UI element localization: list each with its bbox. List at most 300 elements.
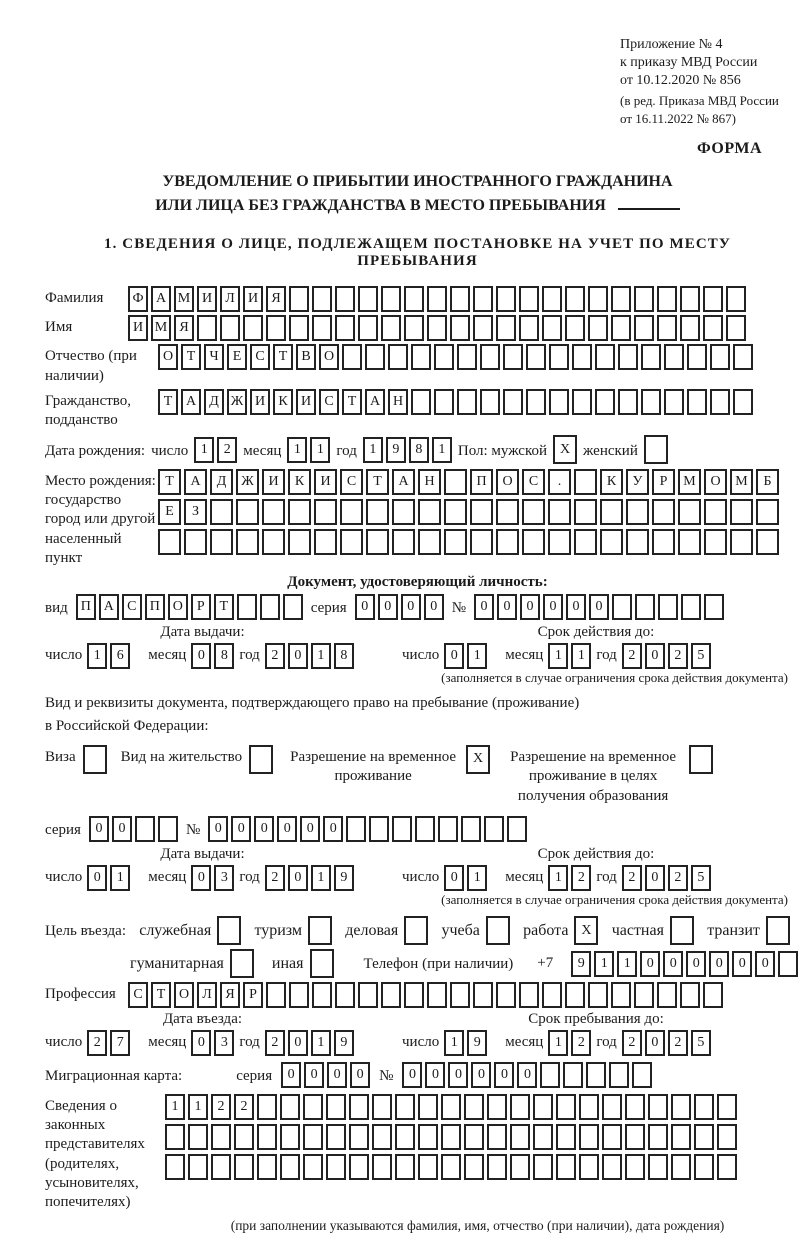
char-cell[interactable]	[717, 1094, 737, 1120]
char-cell[interactable]: 0	[494, 1062, 514, 1088]
char-cell[interactable]	[657, 982, 677, 1008]
char-cell[interactable]: 0	[645, 1030, 665, 1056]
char-cell[interactable]	[411, 344, 431, 370]
char-cell[interactable]	[717, 1124, 737, 1150]
identity-series-input[interactable]	[355, 594, 444, 620]
char-cell[interactable]: Ф	[128, 286, 148, 312]
char-cell[interactable]: Т	[214, 594, 234, 620]
char-cell[interactable]: 2	[622, 643, 642, 669]
char-cell[interactable]: 0	[281, 1062, 301, 1088]
char-cell[interactable]: М	[174, 286, 194, 312]
char-cell[interactable]	[586, 1062, 606, 1088]
char-cell[interactable]	[210, 499, 233, 525]
char-cell[interactable]: 1	[467, 865, 487, 891]
char-cell[interactable]: 2	[571, 865, 591, 891]
char-cell[interactable]	[480, 344, 500, 370]
phone-input[interactable]	[571, 951, 798, 977]
char-cell[interactable]	[496, 499, 519, 525]
char-cell[interactable]	[703, 982, 723, 1008]
char-cell[interactable]	[519, 315, 539, 341]
char-cell[interactable]	[730, 529, 753, 555]
char-cell[interactable]	[756, 529, 779, 555]
char-cell[interactable]	[756, 499, 779, 525]
residence-issue-month[interactable]	[191, 865, 234, 891]
char-cell[interactable]	[441, 1124, 461, 1150]
char-cell[interactable]	[565, 315, 585, 341]
char-cell[interactable]	[565, 982, 585, 1008]
char-cell[interactable]: Т	[342, 389, 362, 415]
char-cell[interactable]: Р	[652, 469, 675, 495]
char-cell[interactable]	[135, 816, 155, 842]
char-cell[interactable]: И	[243, 286, 263, 312]
identity-expiry-year[interactable]	[622, 643, 711, 669]
char-cell[interactable]: Е	[158, 499, 181, 525]
char-cell[interactable]	[710, 389, 730, 415]
char-cell[interactable]: 9	[571, 951, 591, 977]
char-cell[interactable]	[418, 1154, 438, 1180]
char-cell[interactable]: 5	[691, 865, 711, 891]
char-cell[interactable]	[484, 816, 504, 842]
char-cell[interactable]: 2	[668, 643, 688, 669]
char-cell[interactable]: 0	[350, 1062, 370, 1088]
char-cell[interactable]	[470, 529, 493, 555]
representatives-row3[interactable]	[165, 1154, 737, 1180]
char-cell[interactable]: 2	[622, 865, 642, 891]
char-cell[interactable]: 0	[300, 816, 320, 842]
char-cell[interactable]: 2	[265, 1030, 285, 1056]
char-cell[interactable]	[257, 1094, 277, 1120]
char-cell[interactable]	[381, 286, 401, 312]
char-cell[interactable]: 9	[334, 1030, 354, 1056]
residence-expiry-day[interactable]	[444, 865, 487, 891]
char-cell[interactable]: П	[145, 594, 165, 620]
char-cell[interactable]: 0	[686, 951, 706, 977]
char-cell[interactable]	[496, 529, 519, 555]
char-cell[interactable]	[280, 1154, 300, 1180]
gender-male-checkbox[interactable]	[553, 435, 577, 464]
char-cell[interactable]: 0	[191, 865, 211, 891]
char-cell[interactable]	[496, 286, 516, 312]
char-cell[interactable]	[548, 529, 571, 555]
char-cell[interactable]	[588, 982, 608, 1008]
char-cell[interactable]	[392, 529, 415, 555]
identity-issue-month[interactable]	[191, 643, 234, 669]
char-cell[interactable]	[234, 1154, 254, 1180]
char-cell[interactable]: 0	[755, 951, 775, 977]
char-cell[interactable]: X	[574, 916, 598, 945]
char-cell[interactable]: X	[466, 745, 490, 774]
char-cell[interactable]: 2	[668, 865, 688, 891]
char-cell[interactable]	[395, 1094, 415, 1120]
char-cell[interactable]	[388, 344, 408, 370]
char-cell[interactable]	[533, 1154, 553, 1180]
char-cell[interactable]	[349, 1154, 369, 1180]
char-cell[interactable]: И	[128, 315, 148, 341]
char-cell[interactable]: 1	[194, 437, 214, 463]
char-cell[interactable]: А	[181, 389, 201, 415]
char-cell[interactable]	[595, 344, 615, 370]
char-cell[interactable]	[404, 286, 424, 312]
migration-series-input[interactable]	[281, 1062, 370, 1088]
char-cell[interactable]: П	[470, 469, 493, 495]
char-cell[interactable]: 0	[112, 816, 132, 842]
char-cell[interactable]	[464, 1154, 484, 1180]
char-cell[interactable]	[289, 286, 309, 312]
char-cell[interactable]	[280, 1094, 300, 1120]
char-cell[interactable]	[641, 344, 661, 370]
char-cell[interactable]	[618, 389, 638, 415]
char-cell[interactable]	[83, 745, 107, 774]
purpose-tourism-checkbox[interactable]	[308, 916, 332, 945]
char-cell[interactable]	[704, 594, 724, 620]
char-cell[interactable]	[444, 469, 467, 495]
char-cell[interactable]	[563, 1062, 583, 1088]
char-cell[interactable]: 2	[87, 1030, 107, 1056]
char-cell[interactable]: 0	[288, 1030, 308, 1056]
char-cell[interactable]: 0	[304, 1062, 324, 1088]
char-cell[interactable]	[595, 389, 615, 415]
char-cell[interactable]	[237, 594, 257, 620]
char-cell[interactable]	[262, 529, 285, 555]
char-cell[interactable]: 1	[432, 437, 452, 463]
char-cell[interactable]	[457, 389, 477, 415]
char-cell[interactable]	[533, 1124, 553, 1150]
char-cell[interactable]	[257, 1124, 277, 1150]
char-cell[interactable]	[540, 1062, 560, 1088]
char-cell[interactable]	[312, 286, 332, 312]
char-cell[interactable]	[450, 982, 470, 1008]
char-cell[interactable]	[372, 1094, 392, 1120]
char-cell[interactable]	[648, 1094, 668, 1120]
char-cell[interactable]: 0	[732, 951, 752, 977]
char-cell[interactable]	[418, 1124, 438, 1150]
char-cell[interactable]	[165, 1154, 185, 1180]
birth-place-row2[interactable]	[158, 499, 779, 525]
char-cell[interactable]	[652, 499, 675, 525]
char-cell[interactable]	[217, 916, 241, 945]
char-cell[interactable]	[632, 1062, 652, 1088]
char-cell[interactable]	[680, 982, 700, 1008]
char-cell[interactable]: 1	[548, 1030, 568, 1056]
char-cell[interactable]	[778, 951, 798, 977]
char-cell[interactable]	[648, 1154, 668, 1180]
char-cell[interactable]	[574, 499, 597, 525]
char-cell[interactable]: 0	[191, 643, 211, 669]
char-cell[interactable]: С	[250, 344, 270, 370]
char-cell[interactable]: Ж	[236, 469, 259, 495]
char-cell[interactable]: 0	[208, 816, 228, 842]
char-cell[interactable]	[694, 1124, 714, 1150]
char-cell[interactable]: А	[151, 286, 171, 312]
char-cell[interactable]	[588, 315, 608, 341]
entry-day[interactable]	[87, 1030, 130, 1056]
char-cell[interactable]	[211, 1124, 231, 1150]
char-cell[interactable]	[314, 529, 337, 555]
char-cell[interactable]	[427, 315, 447, 341]
char-cell[interactable]: 1	[310, 437, 330, 463]
identity-expiry-month[interactable]	[548, 643, 591, 669]
option-visa-checkbox[interactable]	[83, 745, 107, 774]
char-cell[interactable]	[522, 529, 545, 555]
char-cell[interactable]	[326, 1124, 346, 1150]
char-cell[interactable]	[611, 982, 631, 1008]
entry-year[interactable]	[265, 1030, 354, 1056]
char-cell[interactable]: Р	[243, 982, 263, 1008]
char-cell[interactable]: Л	[220, 286, 240, 312]
char-cell[interactable]: 2	[217, 437, 237, 463]
char-cell[interactable]: О	[704, 469, 727, 495]
char-cell[interactable]	[602, 1094, 622, 1120]
char-cell[interactable]	[510, 1124, 530, 1150]
char-cell[interactable]	[487, 1094, 507, 1120]
char-cell[interactable]: 0	[589, 594, 609, 620]
char-cell[interactable]	[572, 344, 592, 370]
char-cell[interactable]: 3	[214, 865, 234, 891]
char-cell[interactable]	[358, 286, 378, 312]
char-cell[interactable]	[556, 1124, 576, 1150]
char-cell[interactable]	[565, 286, 585, 312]
option-temp-residence-education-checkbox[interactable]	[689, 745, 713, 774]
char-cell[interactable]: К	[273, 389, 293, 415]
char-cell[interactable]	[572, 389, 592, 415]
char-cell[interactable]: А	[184, 469, 207, 495]
citizenship-input[interactable]	[158, 389, 753, 415]
char-cell[interactable]	[464, 1124, 484, 1150]
char-cell[interactable]: 6	[110, 643, 130, 669]
char-cell[interactable]: 2	[571, 1030, 591, 1056]
char-cell[interactable]: О	[168, 594, 188, 620]
char-cell[interactable]	[197, 315, 217, 341]
char-cell[interactable]	[703, 286, 723, 312]
purpose-work-checkbox[interactable]	[574, 916, 598, 945]
char-cell[interactable]	[427, 982, 447, 1008]
char-cell[interactable]: И	[262, 469, 285, 495]
residence-series-input[interactable]	[89, 816, 178, 842]
char-cell[interactable]	[644, 435, 668, 464]
char-cell[interactable]: 1	[311, 865, 331, 891]
gender-female-checkbox[interactable]	[644, 435, 668, 464]
char-cell[interactable]: 0	[327, 1062, 347, 1088]
purpose-study-checkbox[interactable]	[486, 916, 510, 945]
char-cell[interactable]: 9	[334, 865, 354, 891]
char-cell[interactable]	[678, 529, 701, 555]
char-cell[interactable]	[487, 1154, 507, 1180]
char-cell[interactable]	[457, 344, 477, 370]
char-cell[interactable]	[289, 315, 309, 341]
char-cell[interactable]	[510, 1154, 530, 1180]
char-cell[interactable]	[680, 315, 700, 341]
char-cell[interactable]: 5	[691, 643, 711, 669]
char-cell[interactable]	[392, 499, 415, 525]
residence-expiry-year[interactable]	[622, 865, 711, 891]
char-cell[interactable]: А	[365, 389, 385, 415]
char-cell[interactable]	[612, 594, 632, 620]
char-cell[interactable]	[694, 1154, 714, 1180]
char-cell[interactable]: 2	[668, 1030, 688, 1056]
char-cell[interactable]: К	[288, 469, 311, 495]
char-cell[interactable]	[548, 499, 571, 525]
char-cell[interactable]	[519, 286, 539, 312]
char-cell[interactable]: З	[184, 499, 207, 525]
char-cell[interactable]	[681, 594, 701, 620]
char-cell[interactable]	[342, 344, 362, 370]
char-cell[interactable]: 0	[89, 816, 109, 842]
birth-place-row3[interactable]	[158, 529, 779, 555]
char-cell[interactable]: 1	[165, 1094, 185, 1120]
purpose-other-checkbox[interactable]	[310, 949, 334, 978]
entry-month[interactable]	[191, 1030, 234, 1056]
char-cell[interactable]	[648, 1124, 668, 1150]
char-cell[interactable]: 1	[548, 643, 568, 669]
stay-until-year[interactable]	[622, 1030, 711, 1056]
char-cell[interactable]	[657, 315, 677, 341]
char-cell[interactable]: 0	[401, 594, 421, 620]
char-cell[interactable]	[496, 982, 516, 1008]
char-cell[interactable]	[335, 286, 355, 312]
char-cell[interactable]	[611, 315, 631, 341]
char-cell[interactable]: 2	[211, 1094, 231, 1120]
char-cell[interactable]	[487, 1124, 507, 1150]
char-cell[interactable]: А	[99, 594, 119, 620]
char-cell[interactable]: Ч	[204, 344, 224, 370]
char-cell[interactable]: Т	[151, 982, 171, 1008]
char-cell[interactable]: 1	[363, 437, 383, 463]
char-cell[interactable]: 0	[424, 594, 444, 620]
char-cell[interactable]: 8	[334, 643, 354, 669]
char-cell[interactable]	[288, 529, 311, 555]
char-cell[interactable]: И	[250, 389, 270, 415]
char-cell[interactable]: О	[496, 469, 519, 495]
residence-number-input[interactable]	[208, 816, 527, 842]
char-cell[interactable]	[766, 916, 790, 945]
char-cell[interactable]	[704, 529, 727, 555]
char-cell[interactable]	[480, 389, 500, 415]
char-cell[interactable]: 8	[214, 643, 234, 669]
char-cell[interactable]	[473, 315, 493, 341]
char-cell[interactable]	[411, 389, 431, 415]
char-cell[interactable]: 0	[497, 594, 517, 620]
char-cell[interactable]	[503, 389, 523, 415]
char-cell[interactable]	[404, 315, 424, 341]
char-cell[interactable]: Ж	[227, 389, 247, 415]
char-cell[interactable]	[312, 982, 332, 1008]
char-cell[interactable]: 2	[265, 643, 285, 669]
char-cell[interactable]	[526, 389, 546, 415]
char-cell[interactable]: Е	[227, 344, 247, 370]
char-cell[interactable]	[260, 594, 280, 620]
char-cell[interactable]: Д	[210, 469, 233, 495]
char-cell[interactable]: 0	[543, 594, 563, 620]
char-cell[interactable]	[602, 1124, 622, 1150]
char-cell[interactable]	[726, 315, 746, 341]
char-cell[interactable]	[510, 1094, 530, 1120]
char-cell[interactable]	[441, 1094, 461, 1120]
char-cell[interactable]	[470, 499, 493, 525]
char-cell[interactable]	[372, 1124, 392, 1150]
char-cell[interactable]: 1	[188, 1094, 208, 1120]
char-cell[interactable]	[366, 529, 389, 555]
residence-issue-year[interactable]	[265, 865, 354, 891]
char-cell[interactable]	[496, 315, 516, 341]
char-cell[interactable]: 0	[277, 816, 297, 842]
char-cell[interactable]: 1	[87, 643, 107, 669]
char-cell[interactable]	[473, 982, 493, 1008]
char-cell[interactable]	[404, 982, 424, 1008]
char-cell[interactable]	[574, 469, 597, 495]
char-cell[interactable]	[600, 529, 623, 555]
migration-number-input[interactable]	[402, 1062, 652, 1088]
char-cell[interactable]	[486, 916, 510, 945]
char-cell[interactable]: И	[197, 286, 217, 312]
char-cell[interactable]	[450, 315, 470, 341]
char-cell[interactable]	[308, 916, 332, 945]
char-cell[interactable]: 0	[517, 1062, 537, 1088]
char-cell[interactable]: Н	[418, 469, 441, 495]
char-cell[interactable]	[257, 1154, 277, 1180]
char-cell[interactable]	[579, 1124, 599, 1150]
char-cell[interactable]: 0	[448, 1062, 468, 1088]
char-cell[interactable]	[335, 315, 355, 341]
birth-month-input[interactable]	[287, 437, 330, 463]
identity-expiry-day[interactable]	[444, 643, 487, 669]
char-cell[interactable]	[444, 529, 467, 555]
char-cell[interactable]	[664, 344, 684, 370]
char-cell[interactable]: 1	[617, 951, 637, 977]
char-cell[interactable]: 0	[87, 865, 107, 891]
char-cell[interactable]	[726, 286, 746, 312]
char-cell[interactable]: Т	[158, 469, 181, 495]
char-cell[interactable]: 1	[444, 1030, 464, 1056]
char-cell[interactable]: 0	[355, 594, 375, 620]
char-cell[interactable]	[602, 1154, 622, 1180]
char-cell[interactable]	[600, 499, 623, 525]
char-cell[interactable]: 0	[663, 951, 683, 977]
char-cell[interactable]: 0	[645, 643, 665, 669]
char-cell[interactable]	[694, 1094, 714, 1120]
char-cell[interactable]: Т	[158, 389, 178, 415]
char-cell[interactable]: 1	[311, 1030, 331, 1056]
char-cell[interactable]	[404, 916, 428, 945]
residence-expiry-month[interactable]	[548, 865, 591, 891]
char-cell[interactable]: 0	[645, 865, 665, 891]
char-cell[interactable]	[340, 529, 363, 555]
char-cell[interactable]: 8	[409, 437, 429, 463]
char-cell[interactable]: И	[314, 469, 337, 495]
purpose-business-checkbox[interactable]	[404, 916, 428, 945]
char-cell[interactable]: М	[678, 469, 701, 495]
char-cell[interactable]	[526, 344, 546, 370]
char-cell[interactable]	[369, 816, 389, 842]
char-cell[interactable]	[670, 916, 694, 945]
char-cell[interactable]	[710, 344, 730, 370]
char-cell[interactable]: 1	[311, 643, 331, 669]
char-cell[interactable]	[609, 1062, 629, 1088]
char-cell[interactable]	[634, 982, 654, 1008]
char-cell[interactable]	[310, 949, 334, 978]
char-cell[interactable]	[358, 315, 378, 341]
char-cell[interactable]: Я	[266, 286, 286, 312]
char-cell[interactable]	[444, 499, 467, 525]
char-cell[interactable]	[473, 286, 493, 312]
char-cell[interactable]: О	[174, 982, 194, 1008]
char-cell[interactable]	[733, 344, 753, 370]
option-temp-residence-checkbox[interactable]	[466, 745, 490, 774]
char-cell[interactable]	[326, 1094, 346, 1120]
char-cell[interactable]	[236, 499, 259, 525]
char-cell[interactable]: 1	[287, 437, 307, 463]
char-cell[interactable]	[634, 315, 654, 341]
char-cell[interactable]	[671, 1094, 691, 1120]
